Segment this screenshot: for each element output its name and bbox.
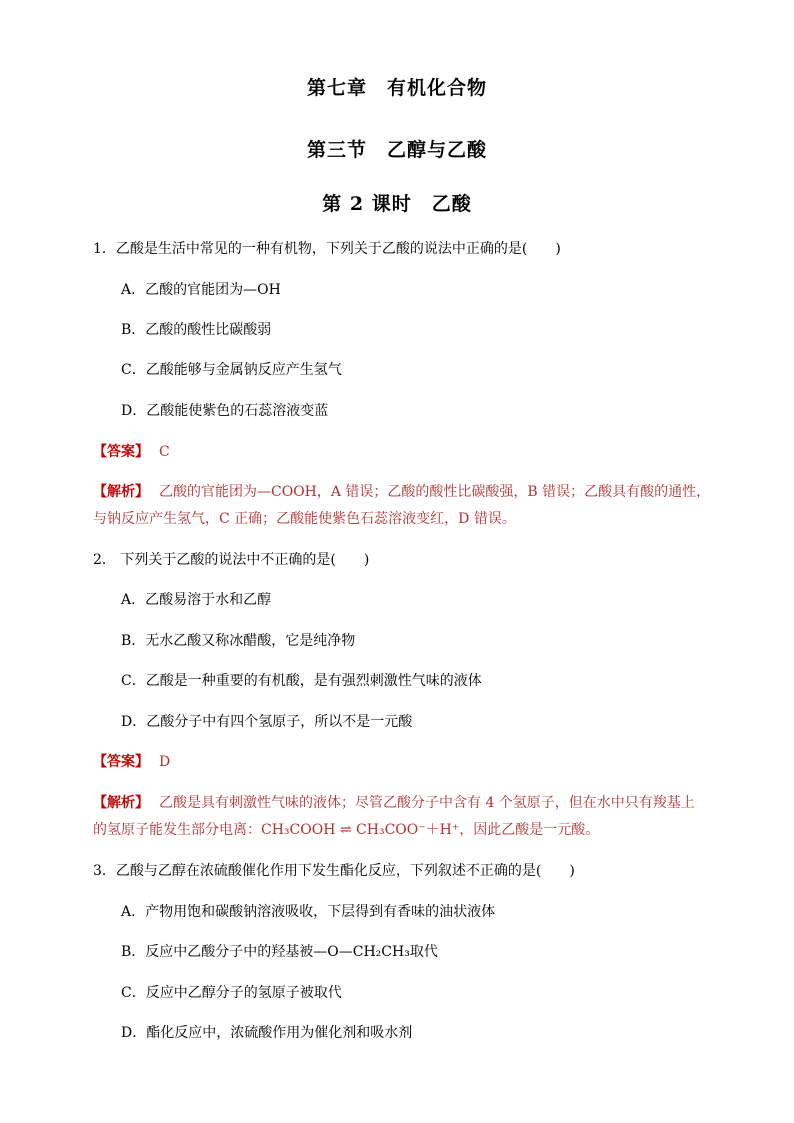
question-2-option-d: D．乙酸分子中有四个氢原子，所以不是一元酸 — [121, 714, 413, 730]
question-1-option-c: C．乙酸能够与金属钠反应产生氢气 — [121, 362, 342, 378]
question-3-option-d: D．酯化反应中，浓硫酸作用为催化剂和吸水剂 — [121, 1025, 413, 1041]
analysis-tag: 【解析】 — [93, 484, 149, 500]
question-2-option-a: A．乙酸易溶于水和乙醇 — [121, 592, 272, 608]
question-2-analysis-line2 — [93, 819, 599, 839]
question-3-option-a: A．产物用饱和碳酸钠溶液吸收，下层得到有香味的油状液体 — [121, 904, 496, 920]
ionization-equation: CH₃COOH ⇌ CH₃COO⁻＋H⁺ — [261, 822, 460, 838]
question-2-answer — [93, 751, 170, 771]
answer-tag: 【答案】 — [93, 754, 149, 770]
question-1-stem: 1．乙酸是生活中常见的一种有机物，下列关于乙酸的说法中正确的是( ) — [93, 241, 561, 257]
question-1-option-d: D．乙酸能使紫色的石蕊溶液变蓝 — [121, 403, 329, 419]
section-title: 第三节 乙醇与乙酸 — [306, 139, 487, 161]
question-2-analysis-line1 — [93, 792, 695, 812]
lesson-title: 第 2 课时 乙酸 — [322, 193, 472, 215]
question-3-stem: 3．乙酸与乙醇在浓硫酸催化作用下发生酯化反应，下列叙述不正确的是( ) — [93, 863, 575, 879]
question-1-analysis-line1 — [93, 481, 710, 501]
answer-tag: 【答案】 — [93, 444, 149, 460]
question-2-option-c: C．乙酸是一种重要的有机酸，是有强烈刺激性气味的液体 — [121, 673, 482, 689]
analysis-text: 乙酸的官能团为—COOH，A 错误；乙酸的酸性比碳酸强，B 错误；乙酸具有酸的通性， — [159, 484, 711, 500]
answer-value: D — [159, 754, 171, 770]
question-1-option-b: B．乙酸的酸性比碳酸弱 — [121, 322, 272, 338]
analysis-tag: 【解析】 — [93, 795, 149, 811]
question-2-stem: 2． 下列关于乙酸的说法中不正确的是( ) — [93, 552, 370, 568]
question-1-analysis-line2: 与钠反应产生氢气，C 正确；乙酸能使紫色石蕊溶液变红，D 错误。 — [93, 511, 516, 527]
question-2-option-b: B．无水乙酸又称冰醋酸，它是纯净物 — [121, 633, 356, 649]
analysis-text: 乙酸是具有刺激性气味的液体；尽管乙酸分子中含有 4 个氢原子，但在水中只有羧基上 — [159, 795, 695, 811]
question-3-option-c: C．反应中乙醇分子的氢原子被取代 — [121, 985, 342, 1001]
analysis-line2-suffix: ，因此乙酸是一元酸。 — [459, 822, 600, 838]
question-3-option-b: B．反应中乙酸分子中的羟基被—O—CH₂CH₃取代 — [121, 944, 438, 960]
chapter-title: 第七章 有机化合物 — [306, 77, 487, 99]
answer-value: C — [159, 444, 170, 460]
question-1-answer — [93, 441, 170, 461]
analysis-line2-prefix: 的氢原子能发生部分电离： — [93, 822, 261, 838]
question-1-option-a: A．乙酸的官能团为—OH — [121, 282, 281, 298]
